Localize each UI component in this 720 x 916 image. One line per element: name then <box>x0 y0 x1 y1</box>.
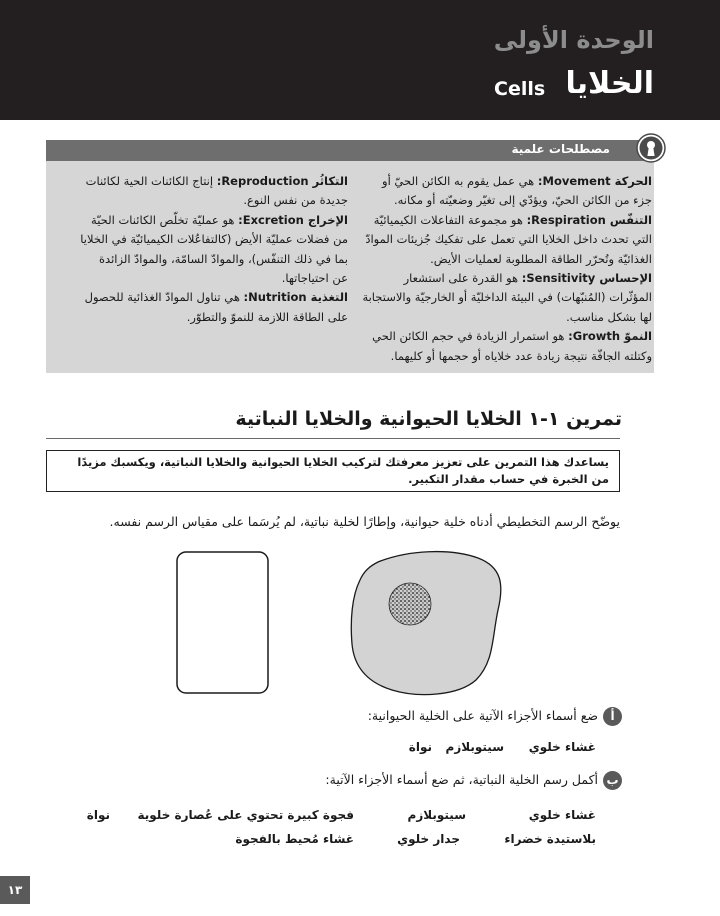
chapter-title-english: Cells <box>494 78 546 100</box>
chapter-header <box>0 0 720 120</box>
terms-column-right <box>362 172 652 366</box>
term-name: النموّ Growth: <box>568 329 652 344</box>
term-cell-membrane: غشاء خلوي <box>528 740 596 754</box>
term-entry <box>362 211 652 269</box>
term-cytoplasm: سيتوبلازم <box>445 740 504 754</box>
term-nucleus: نواة <box>86 808 110 822</box>
term-entry <box>362 327 652 366</box>
keyhole-icon <box>636 133 666 163</box>
term-entry <box>80 211 348 289</box>
term-name: التغذية Nutrition: <box>243 290 348 305</box>
plant-cell-outline <box>177 552 268 693</box>
title-divider <box>46 438 620 439</box>
cell-diagrams <box>0 540 720 710</box>
term-entry <box>362 269 652 327</box>
question-a-badge: أ <box>603 707 622 726</box>
term-entry <box>80 288 348 327</box>
term-chloroplast: بلاستيدة خضراء <box>504 832 596 846</box>
question-b-text: أكمل رسم الخلية النباتية، ثم ضع أسماء الأجزاء الآتية: <box>325 772 598 787</box>
question-a-text: ضع أسماء الأجزاء الآتية على الخلية الحيوانية: <box>367 708 598 723</box>
terms-title-bar <box>46 140 654 161</box>
term-entry <box>80 172 348 211</box>
term-definition: إنتاج الكائنات الحية لكائنات جديدة من نفس النوع. <box>85 174 348 208</box>
term-entry <box>362 172 652 211</box>
term-large-vacuole: فجوة كبيرة تحتوي على عُصارة خلوية <box>137 808 354 822</box>
term-nucleus: نواة <box>408 740 432 754</box>
exercise-title: تمرين ١-١ الخلايا الحيوانية والخلايا النباتية <box>235 408 622 430</box>
page-number: ١٣ <box>7 883 23 897</box>
term-name: الإخراج Excretion: <box>238 212 348 227</box>
term-name: الحركة Movement: <box>537 174 652 188</box>
animal-cell <box>351 552 501 695</box>
animal-cell-nucleus <box>389 583 431 625</box>
term-cytoplasm: سيتوبلازم <box>407 808 466 822</box>
term-cell-wall: جدار خلوي <box>397 832 460 846</box>
exercise-instruction: يوضّح الرسم التخطيطي أدناه خلية حيوانية، وإطارًا لخلية نباتية، لم يُرسَما على مقياس الرسم نفسه. <box>109 514 620 529</box>
page-number-box <box>0 876 30 904</box>
exercise-aim-box <box>46 450 620 492</box>
chapter-title-arabic: الخلايا <box>565 66 654 101</box>
term-definition: هو القدرة على استشعار المؤثّرات (المُنبّهات) في البيئة الداخليّة أو الخارجيّة والاستجابة لها بشكل مناسب. <box>362 271 652 324</box>
terms-column-left <box>80 172 348 327</box>
term-name: الإحساس Sensitivity: <box>521 271 652 286</box>
question-b-badge: ب <box>603 771 622 790</box>
term-definition: هو استمرار الزيادة في حجم الكائن الحي وكتلته الجافّة نتيجة زيادة عدد خلاياه أو حجمها أو كليهما. <box>372 329 652 363</box>
term-name: التكاثُر Reproduction: <box>216 174 348 188</box>
term-definition: هو مجموعة التفاعلات الكيميائيّة التي تحدث داخل الخلايا التي تعمل على تفكيك جُزيئات الموادّ الغذائيّة وتُحرّر الطاقة المطلوبة لعمليات الأيض. <box>365 212 652 266</box>
term-cell-membrane: غشاء خلوي <box>528 808 596 822</box>
unit-title: الوحدة الأولى <box>493 26 654 54</box>
term-name: التنفّس Respiration: <box>526 212 652 227</box>
term-definition: هي عمل يقوم به الكائن الحيّ أو جزء من الكائن الحيّ، ويؤدّي إلى تغيّر وضعيّته أو مكانه. <box>382 174 652 208</box>
term-tonoplast: غشاء مُحيط بالفجوة <box>235 832 354 846</box>
terms-title: مصطلحات علمية <box>511 142 610 156</box>
term-definition: هو عمليّة تخلّص الكائنات الحيّة من فضلات عمليّة الأيض (كالتفاعُلات الكيميائيّة في الخلايا بما في ذلك التنفّس)، والموادّ السامّة، والموادّ الزائدة عن احتياجاتها. <box>80 212 348 286</box>
exercise-aim-text: يساعدك هذا التمرين على تعزيز معرفتك لتركيب الخلايا الحيوانية والخلايا النباتية، ويكسبك مزيدًا من الخبرة في حساب مقدار التكبير. <box>77 455 609 486</box>
term-definition: هي تناول الموادّ الغذائية للحصول على الطاقة اللازمة للنموّ والتطوّر. <box>84 290 348 324</box>
